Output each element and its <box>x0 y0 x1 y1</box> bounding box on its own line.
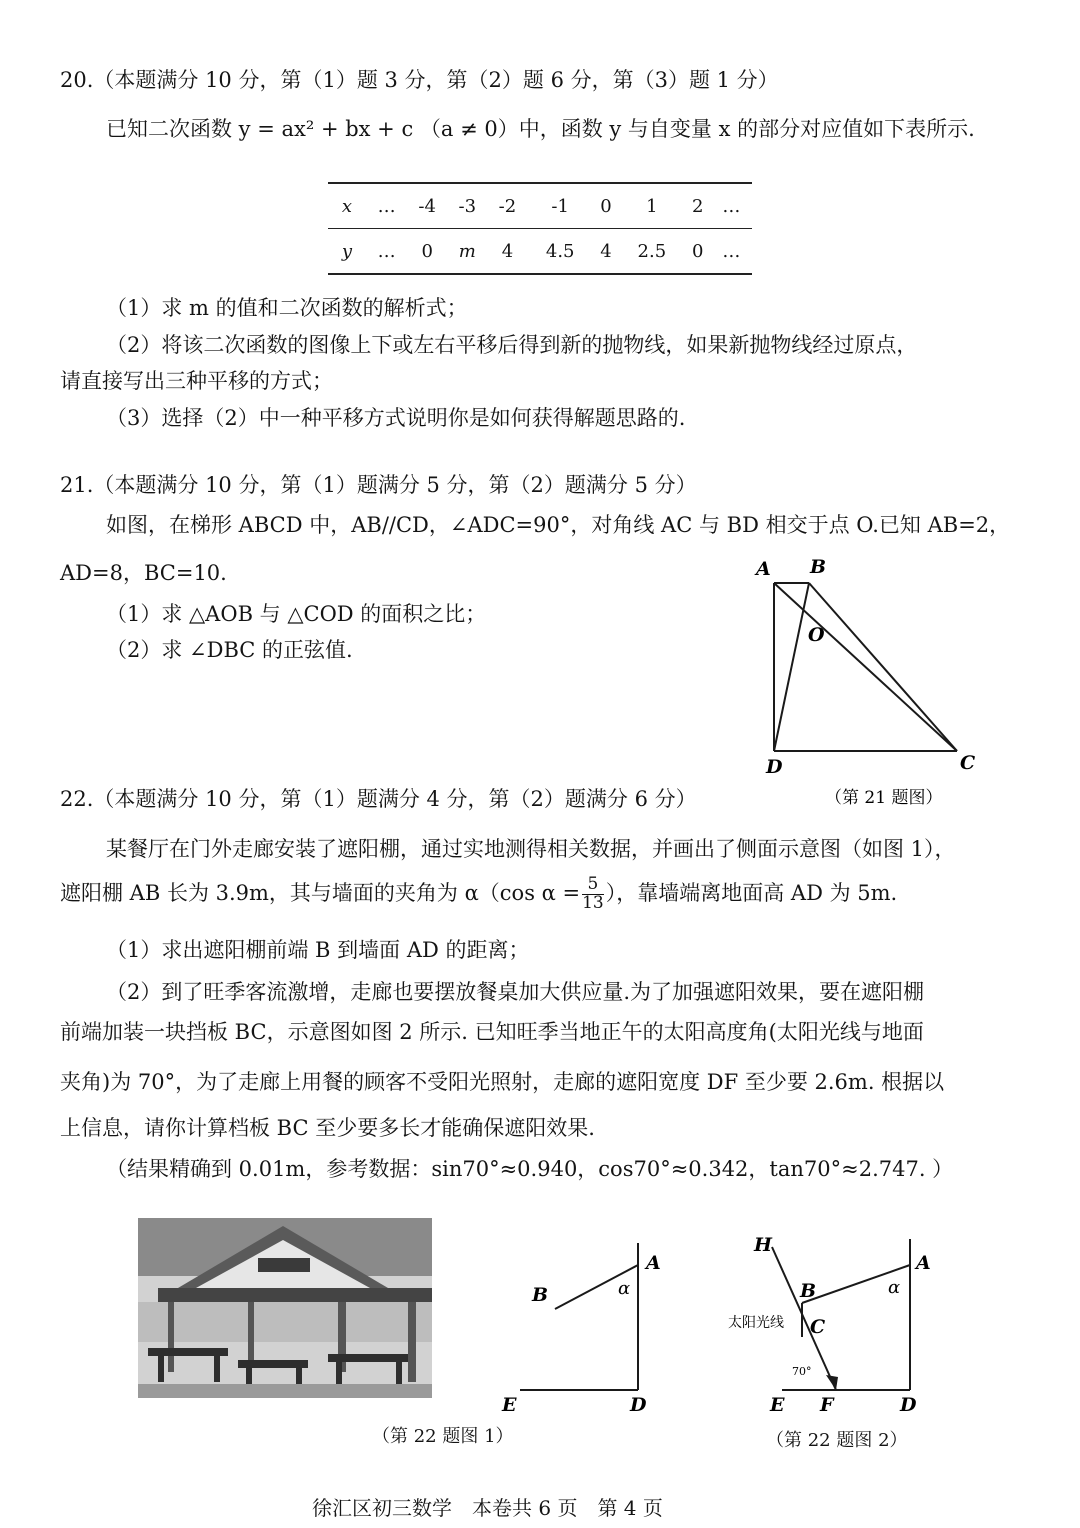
q22-part2-line2: 前端加装一块挡板 BC，示意图如图 2 所示. 已知旺季当地正午的太阳高度角(太阳光线与地面 <box>60 1020 924 1044</box>
q22-figure-2 <box>720 1225 970 1455</box>
q22-note: （结果精确到 0.01m，参考数据：sin70°≈0.940，cos70°≈0.342，tan70°≈2.747. ） <box>106 1157 954 1181</box>
table-cell: 0 <box>421 240 433 262</box>
q20-part2: （2）将该二次函数的图像上下或左右平移后得到新的抛物线，如果新抛物线经过原点， <box>106 333 918 357</box>
label-D: D <box>630 1394 647 1416</box>
table-row-label: y <box>341 240 353 262</box>
table-cell: 4.5 <box>545 240 575 262</box>
sun-ray-arrowhead <box>826 1375 838 1390</box>
q21-stem: 如图，在梯形 ABCD 中，AB//CD，∠ADC=90°，对角线 AC 与 BD 相交于点 O.已知 AB=2， <box>106 513 1011 537</box>
label-O: O <box>808 624 825 646</box>
restaurant-awning-photo <box>138 1218 432 1398</box>
table-cell: … <box>366 183 407 229</box>
q21-header: 21.（本题满分 10 分，第（1）题满分 5 分，第（2）题满分 5 分） <box>60 473 697 497</box>
q22-stem: 某餐厅在门外走廊安装了遮阳棚，通过实地测得相关数据，并画出了侧面示意图（如图 1）， <box>106 837 956 861</box>
table-cell: 4 <box>501 240 514 262</box>
angle-label: 70° <box>792 1365 812 1378</box>
q22-stem-before: 遮阳棚 AB 长为 3.9m，其与墙面的夹角为 α（cos α = <box>60 880 581 905</box>
table-cell: … <box>711 183 752 229</box>
cos-fraction <box>582 876 604 913</box>
q21-stem-cont: AD=8，BC=10. <box>60 561 227 585</box>
table-cell: … <box>722 240 741 262</box>
q21-part1: （1）求 △AOB 与 △COD 的面积之比； <box>106 602 487 626</box>
sunlight-label: 太阳光线 <box>728 1315 784 1331</box>
label-E: E <box>502 1394 517 1416</box>
label-alpha: α <box>888 1277 901 1298</box>
table-cell: 2.5 <box>637 240 667 262</box>
q22-figure-2-caption: （第 22 题图 2） <box>766 1430 908 1451</box>
q21-part2: （2）求 ∠DBC 的正弦值. <box>106 638 353 662</box>
label-A: A <box>916 1252 931 1274</box>
q22-part2-line3: 夹角)为 70°，为了走廊上用餐的顾客不受阳光照射，走廊的遮阳宽度 DF 至少要 2.6m. 根据以 <box>60 1070 945 1094</box>
label-B: B <box>800 1280 817 1302</box>
table-cell: … <box>377 240 396 262</box>
table-row-label: x <box>328 183 366 229</box>
q22-stem-after: ），靠墙端离地面高 AD 为 5m. <box>605 880 898 905</box>
table-row-y <box>328 229 752 275</box>
label-B: B <box>810 556 827 578</box>
label-A: A <box>756 558 771 580</box>
q22-header: 22.（本题满分 10 分，第（1）题满分 4 分，第（2）题满分 6 分） <box>60 787 697 811</box>
q20-header: 20.（本题满分 10 分，第（1）题 3 分，第（2）题 6 分，第（3）题 1 分） <box>60 68 779 92</box>
label-A: A <box>646 1252 661 1274</box>
fraction-denominator: 13 <box>582 892 604 913</box>
table-cell: -1 <box>527 183 592 229</box>
table-row-x <box>328 183 752 229</box>
q22-stem-cont <box>60 876 897 913</box>
q22-part1: （1）求出遮阳棚前端 B 到墙面 AD 的距离； <box>106 938 530 962</box>
q21-figure-caption: （第 21 题图） <box>825 788 943 808</box>
q20-part1: （1）求 m 的值和二次函数的解析式； <box>106 296 468 320</box>
table-cell: -2 <box>487 183 527 229</box>
table-cell: 0 <box>691 240 704 262</box>
label-C: C <box>960 752 976 774</box>
label-alpha: α <box>618 1278 631 1299</box>
q20-value-table <box>328 182 752 275</box>
q22-part2: （2）到了旺季客流激增，走廊也要摆放餐桌加大供应量.为了加强遮阳效果，要在遮阳棚 <box>106 980 925 1004</box>
table-cell: 2 <box>685 183 711 229</box>
q22-part2-line4: 上信息，请你计算档板 BC 至少要多长才能确保遮阳效果. <box>60 1116 595 1140</box>
label-D: D <box>900 1394 917 1416</box>
label-E: E <box>770 1394 785 1416</box>
q20-part3: （3）选择（2）中一种平移方式说明你是如何获得解题思路的. <box>106 406 686 430</box>
page-footer: 徐汇区初三数学 本卷共 6 页 第 4 页 <box>312 1496 663 1520</box>
label-B: B <box>532 1284 549 1306</box>
label-F: F <box>820 1394 834 1416</box>
q20-stem: 已知二次函数 y = ax² + bx + c （a ≠ 0）中，函数 y 与自变量 x 的部分对应值如下表所示. <box>106 117 975 141</box>
label-H: H <box>754 1234 772 1256</box>
label-D: D <box>766 756 783 778</box>
fraction-numerator: 5 <box>582 876 604 895</box>
q22-figure-1-caption: （第 22 题图 1） <box>372 1426 514 1447</box>
table-cell: -4 <box>407 183 447 229</box>
q22-figure-1 <box>490 1225 690 1455</box>
table-cell: 1 <box>619 183 684 229</box>
table-cell: 0 <box>593 183 619 229</box>
label-C: C <box>810 1316 826 1338</box>
q20-part2-cont: 请直接写出三种平移的方式； <box>60 369 333 393</box>
q21-trapezoid-figure <box>740 545 1000 815</box>
table-cell: 4 <box>600 240 612 262</box>
table-cell: m <box>458 240 476 262</box>
table-cell: -3 <box>447 183 487 229</box>
